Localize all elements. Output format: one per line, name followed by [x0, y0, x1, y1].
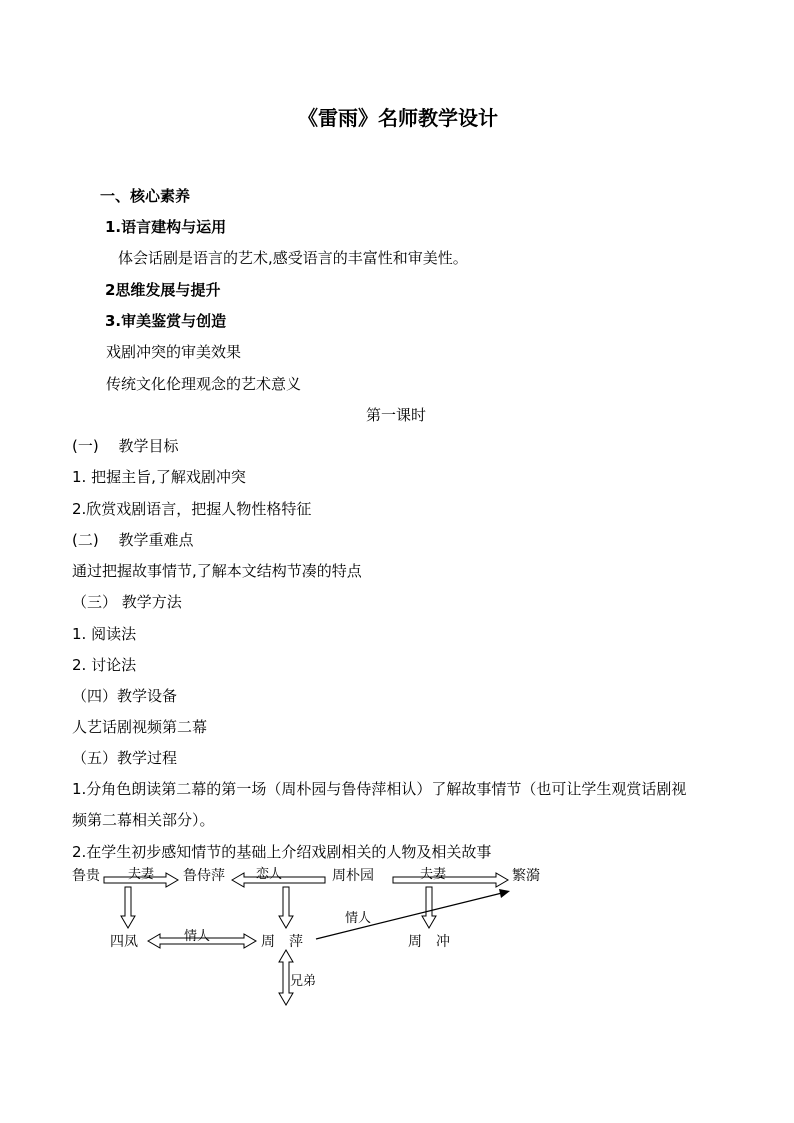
relation-line-zhouping-fanyi — [316, 889, 510, 939]
subsection-thinking: 2思维发展与提升 — [105, 281, 221, 299]
node-zhouping: 周 萍 — [261, 934, 303, 950]
relation-label: 夫妻 — [420, 867, 447, 882]
node-zhouchong: 周 冲 — [408, 934, 450, 950]
down-arrow-lugui-sifeng — [121, 887, 135, 928]
relation-label: 情人 — [184, 929, 211, 944]
relation-label: 夫妻 — [128, 867, 155, 882]
aesthetics-line-2: 传统文化伦理观念的艺术意义 — [106, 375, 302, 393]
relation-arrow-sifeng-zhouping — [148, 928, 256, 948]
relation-arrow-husband-wife-1 — [104, 866, 178, 887]
key-points-heading: (二) 教学重难点 — [72, 531, 194, 549]
process-heading: （五）教学过程 — [72, 749, 178, 767]
equipment-heading: （四）教学设备 — [72, 687, 178, 705]
method-item: 1. 阅读法 — [72, 625, 137, 643]
relation-arrow-lovers — [232, 866, 325, 887]
node-lushiping: 鲁侍萍 — [183, 868, 225, 884]
objective-item: 2.欣赏戏剧语言，把握人物性格特征 — [72, 500, 312, 518]
language-description: 体会话剧是语言的艺术,感受语言的丰富性和审美性。 — [118, 249, 468, 267]
subsection-language: 1.语言建构与运用 — [105, 218, 227, 236]
node-zhoupuyuan: 周朴园 — [332, 868, 374, 884]
node-lugui: 鲁贵 — [72, 868, 100, 884]
process-step-2: 2.在学生初步感知情节的基础上介绍戏剧相关的人物及相关故事 — [72, 843, 492, 861]
objective-item: 1. 把握主旨,了解戏剧冲突 — [72, 468, 246, 486]
process-step-1-line-1: 1.分角色朗读第二幕的第一场（周朴园与鲁侍萍相认）了解故事情节（也可让学生观赏话剧视 — [72, 780, 687, 798]
equipment-text: 人艺话剧视频第二幕 — [72, 718, 208, 736]
node-sifeng: 四凤 — [110, 934, 138, 950]
section-heading-core-literacy: 一、核心素养 — [100, 187, 191, 205]
node-fanyi: 繁漪 — [512, 868, 540, 884]
methods-heading: （三） 教学方法 — [72, 593, 182, 611]
down-arrow-lushiping-zhouping — [279, 887, 293, 928]
relation-label: 恋人 — [256, 867, 283, 882]
objectives-heading: (一) 教学目标 — [72, 437, 179, 455]
lesson-heading: 第一课时 — [366, 406, 427, 424]
relation-arrow-husband-wife-2 — [393, 866, 508, 887]
process-step-1-line-2: 频第二幕相关部分）。 — [72, 811, 215, 829]
method-item: 2. 讨论法 — [72, 656, 137, 674]
document-title: 《雷雨》名师教学设计 — [298, 106, 498, 130]
aesthetics-line-1: 戏剧冲突的审美效果 — [106, 343, 242, 361]
relation-label: 兄弟 — [290, 974, 317, 989]
subsection-aesthetics: 3.审美鉴赏与创造 — [105, 312, 227, 330]
key-points-text: 通过把握故事情节,了解本文结构节凑的特点 — [72, 562, 362, 580]
relation-arrow-brothers — [279, 950, 316, 1005]
relation-label: 情人 — [345, 911, 372, 926]
down-arrow-zhoupuyuan-zhouchong — [422, 887, 436, 928]
